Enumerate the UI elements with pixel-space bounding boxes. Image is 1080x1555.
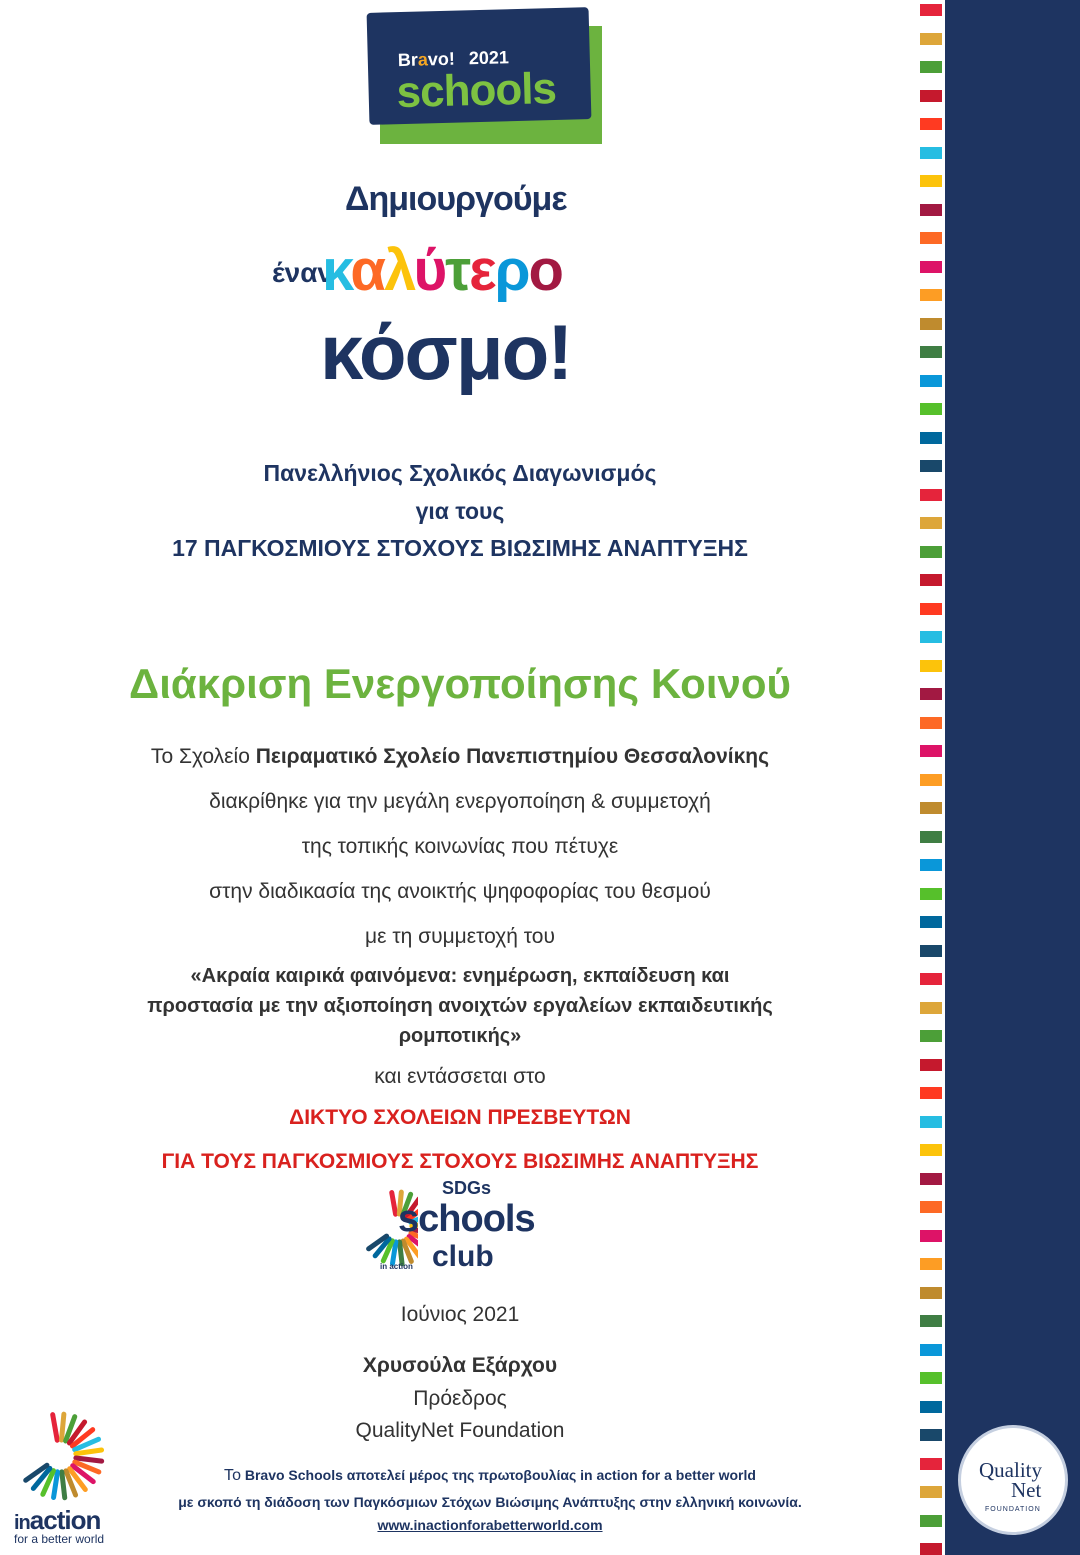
project-line2: προστασία με την αξιοποίηση ανοιχτών εργαλείων εκπαιδευτικής — [147, 995, 773, 1017]
bravo-schools-logo — [362, 8, 604, 146]
body-line6: και εντάσσεται στο — [374, 1065, 546, 1088]
footer-line2: με σκοπό τη διάδοση των Παγκόσμιων Στόχων Βιώσιμης Ανάπτυξης στην ελληνική κοινωνία. — [178, 1494, 802, 1510]
network-line1: ΔΙΚΤΥΟ ΣΧΟΛΕΙΩΝ ΠΡΕΣΒΕΥΤΩΝ — [289, 1106, 631, 1129]
school-line — [0, 745, 920, 769]
competition-line3: 17 ΠΑΓΚΟΣΜΙΟΥΣ ΣΤΟΧΟΥΣ ΒΙΩΣΙΜΗΣ ΑΝΑΠΤΥΞΗΣ — [172, 535, 748, 561]
sdgs-schools-club-logo: SDGs schools club in action — [358, 1178, 548, 1278]
network-line2: ΓΙΑ ΤΟΥΣ ΠΑΓΚΟΣΜΙΟΥΣ ΣΤΟΧΟΥΣ ΒΙΩΣΙΜΗΣ ΑΝΑΠΤΥΞΗΣ — [161, 1150, 759, 1173]
in-action-logo: inaction for a better world — [10, 1410, 120, 1545]
competition-line1: Πανελλήνιος Σχολικός Διαγωνισμός — [263, 460, 657, 486]
bravo-logo-schools: schools — [396, 64, 557, 118]
bravo-logo-line1: Bravo! 2021 — [397, 47, 510, 71]
footer-website-link[interactable]: www.inactionforabetterworld.com — [377, 1517, 603, 1533]
slogan-line3: κόσμο! — [320, 308, 572, 396]
body-line3: της τοπικής κοινωνίας που πέτυχε — [301, 835, 619, 858]
sdg-color-stripes — [920, 0, 942, 1555]
project-line1: «Ακραία καιρικά φαινόμενα: ενημέρωση, εκπαίδευση και — [190, 965, 730, 987]
in-action-wheel-icon — [14, 1410, 114, 1505]
signatory-role: Πρόεδρος — [413, 1387, 507, 1410]
project-line3: ρομποτικής» — [398, 1025, 522, 1047]
award-title: Διάκριση Ενεργοποίησης Κοινού — [129, 660, 791, 707]
slogan-line2a: έναν — [272, 257, 333, 288]
slogan-line2b: καλύτερο — [322, 238, 562, 303]
competition-line2: για τους — [415, 498, 505, 524]
slogan-line1: Δημιουργούμε — [345, 180, 567, 218]
qualitynet-foundation-logo: Quality Net FOUNDATION — [958, 1425, 1068, 1535]
school-name: Πειραματικό Σχολείο Πανεπιστημίου Θεσσαλονίκης — [255, 745, 770, 768]
date: Ιούνιος 2021 — [400, 1303, 520, 1326]
body-line5: με τη συμμετοχή του — [365, 925, 555, 948]
sidebar-band — [945, 0, 1080, 1555]
signatory-org: QualityNet Foundation — [355, 1419, 565, 1442]
body-line2: διακρίθηκε για την μεγάλη ενεργοποίηση & συμμετοχή — [209, 790, 711, 813]
body-line4: στην διαδικασία της ανοικτής ψηφοφορίας του θεσμού — [209, 880, 711, 903]
school-prefix: Το Σχολείο — [150, 745, 256, 768]
signatory-name: Χρυσούλα Εξάρχου — [362, 1354, 558, 1377]
footer-line1: Το Bravo Schools αποτελεί μέρος της πρωτοβουλίας in action for a better world — [224, 1467, 756, 1484]
